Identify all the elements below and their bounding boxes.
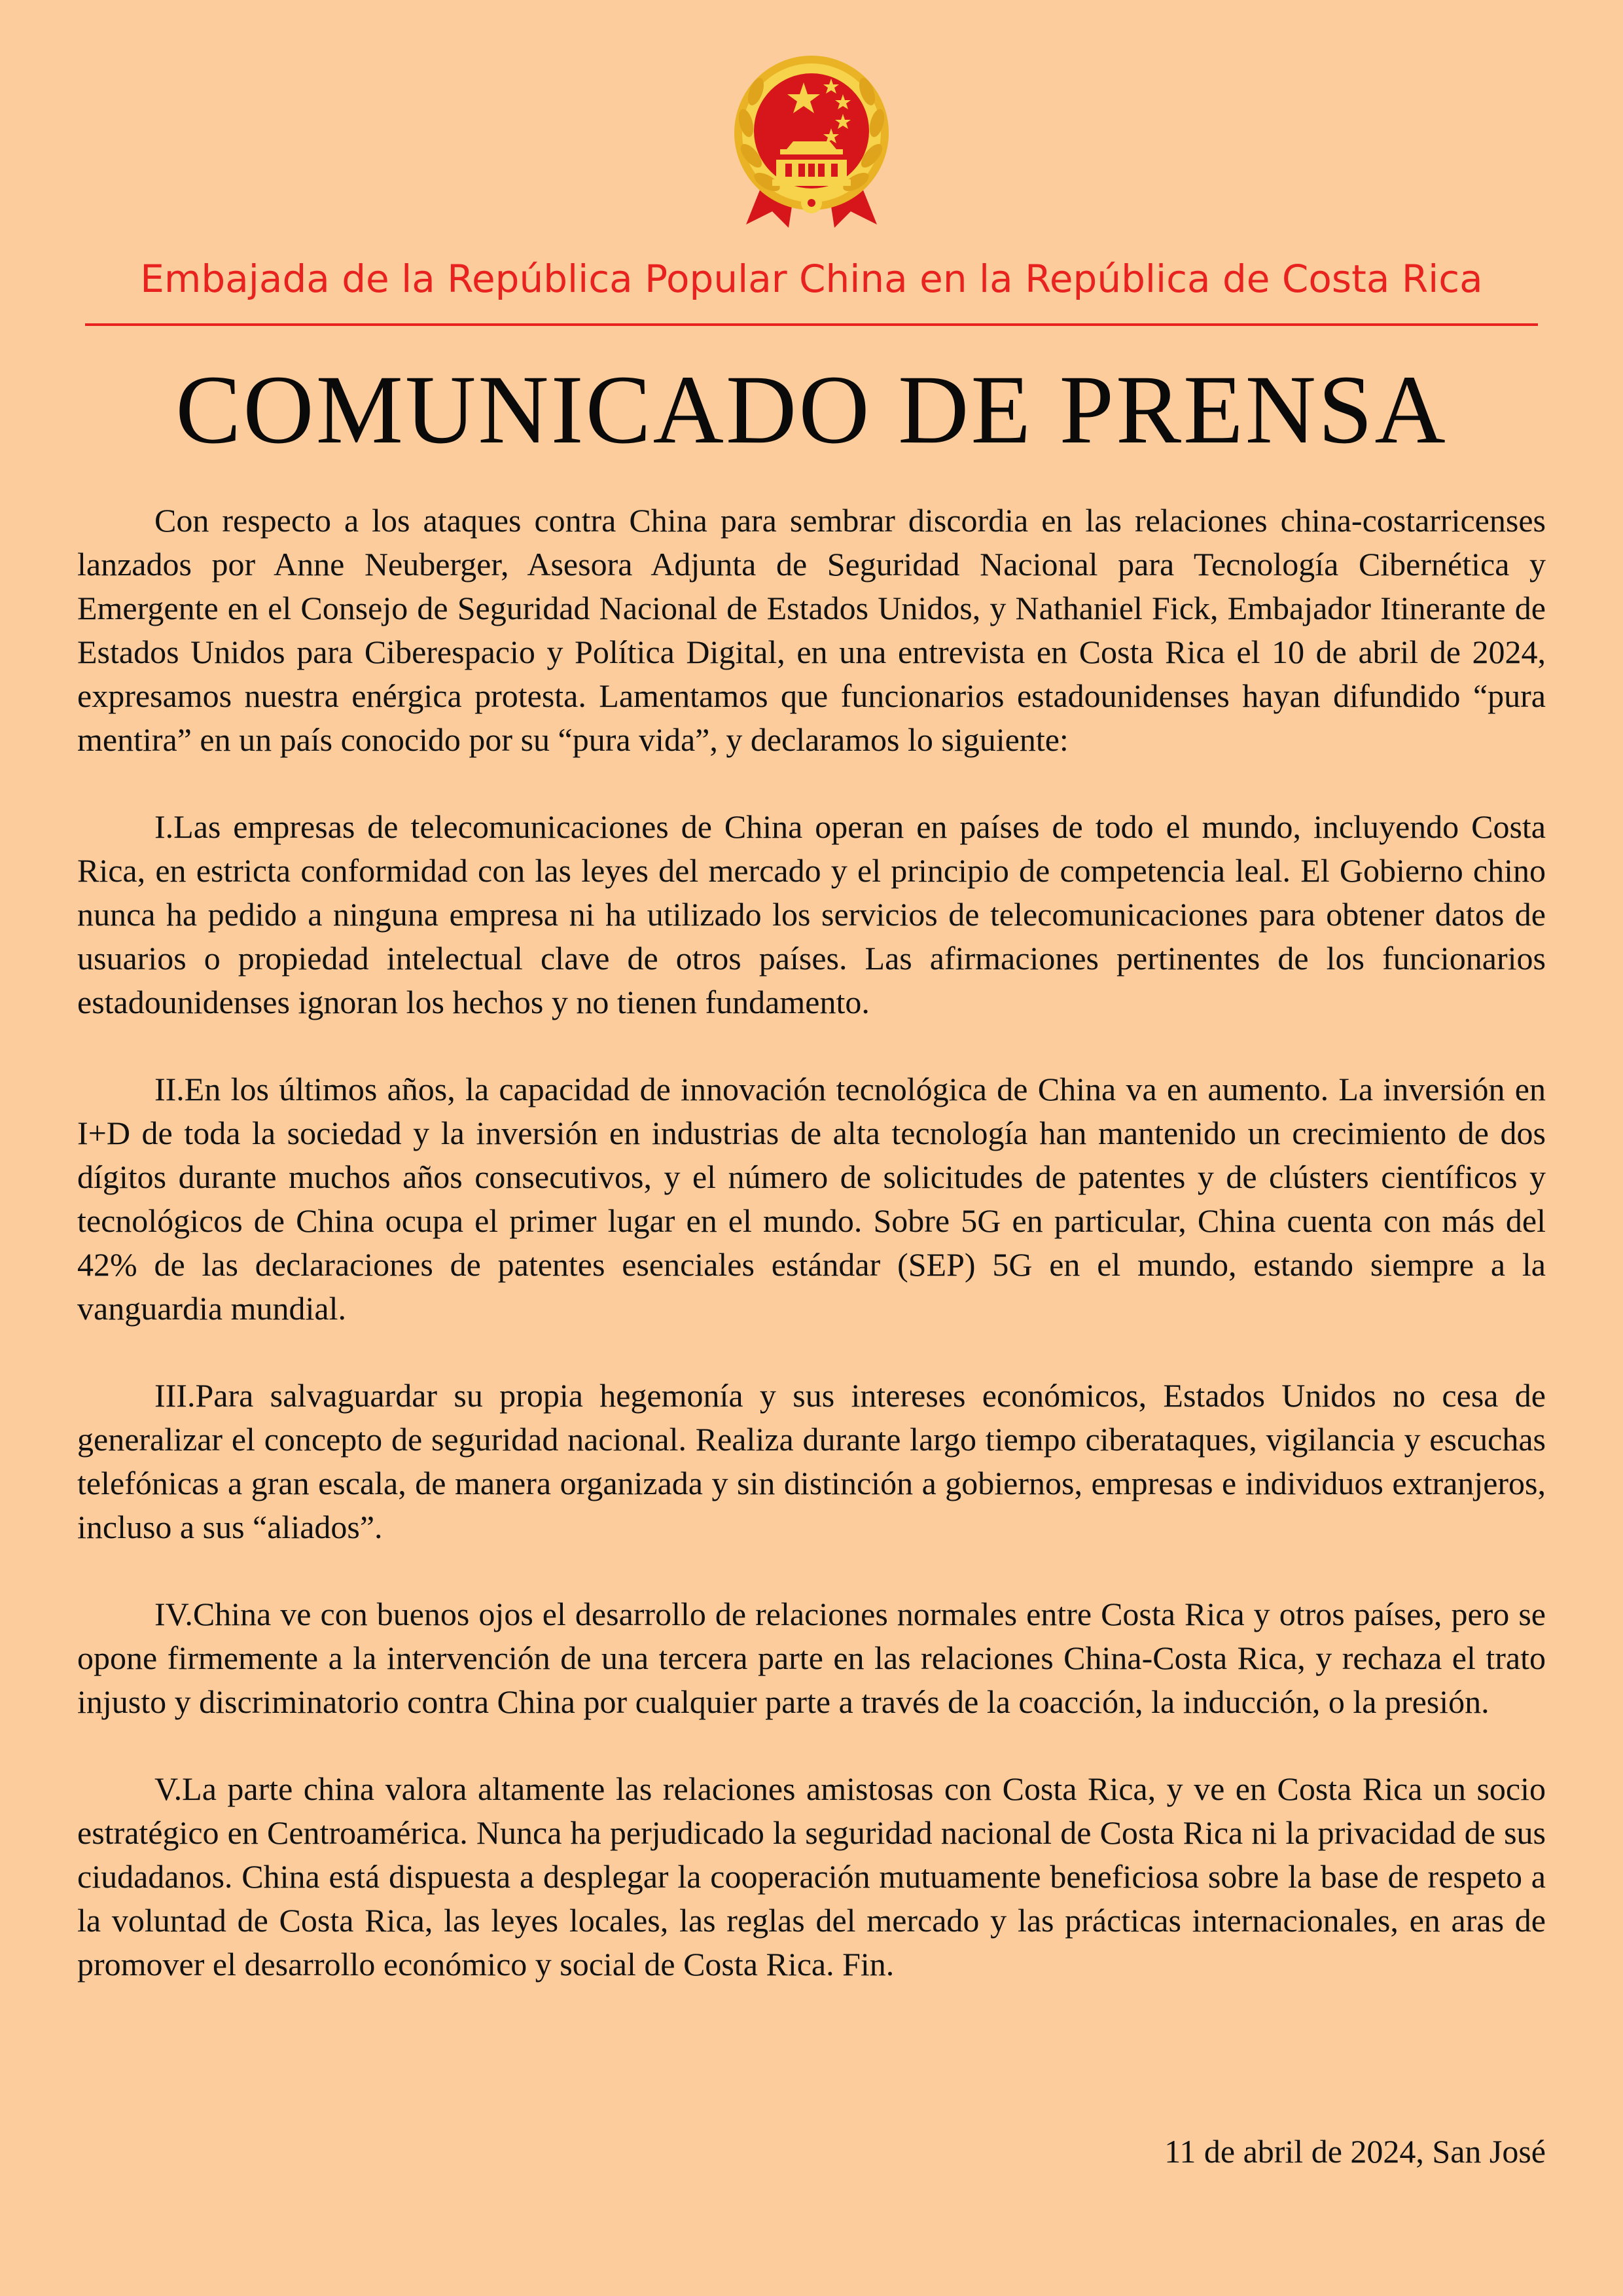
date-place-signature: 11 de abril de 2024, San José (1164, 2133, 1546, 2170)
paragraph-point-4: IV.China ve con buenos ojos el desarrollo de relaciones normales entre Costa Rica y otros países, pero se opone firmemente a la intervención de una tercera parte en las relaciones China-Costa Rica, y rechaza el trato injusto y discriminatorio contra China por cualquier parte a través de la coacción, la inducción, o la presión. (77, 1596, 1546, 1720)
statement-body (77, 499, 1546, 2030)
page-title: COMUNICADO DE PRENSA (175, 355, 1448, 464)
national-emblem-icon (726, 51, 897, 234)
paragraph-intro: Con respecto a los ataques contra China para sembrar discordia en las relaciones china-costarricenses lanzados por Anne Neuberger, Asesora Adjunta de Seguridad Nacional para Tecnología Cibernética y Emergente en el Consejo de Seguridad Nacional de Estados Unidos, y Nathaniel Fick, Embajador Itinerante de Estados Unidos para Ciberespacio y Política Digital, en una entrevista en Costa Rica el 10 de abril de 2024, expresamos nuestra enérgica protesta. Lamentamos que funcionarios estadounidenses hayan difundido “pura mentira” en un país conocido por su “pura vida”, y declaramos lo siguiente: (77, 502, 1546, 758)
paragraph-point-3: III.Para salvaguardar su propia hegemonía y sus intereses económicos, Estados Unidos no cesa de generalizar el concepto de seguridad nacional. Realiza durante largo tiempo ciberataques, vigilancia y escuchas telefónicas a gran escala, de manera organizada y sin distinción a gobiernos, empresas e individuos extranjeros, incluso a sus “aliados”. (77, 1377, 1546, 1545)
paragraph-point-2: II.En los últimos años, la capacidad de innovación tecnológica de China va en aumento. La inversión en I+D de toda la sociedad y la inversión en industrias de alta tecnología han mantenido un crecimiento de dos dígitos durante muchos años consecutivos, y el número de solicitudes de patentes y de clústers científicos y tecnológicos de China ocupa el primer lugar en el mundo. Sobre 5G en particular, China cuenta con más del 42% de las declaraciones de patentes esenciales estándar (SEP) 5G en el mundo, estando siempre a la vanguardia mundial. (77, 1071, 1546, 1327)
embassy-header: Embajada de la República Popular China en la República de Costa Rica (140, 257, 1483, 301)
paragraph-point-5: V.La parte china valora altamente las relaciones amistosas con Costa Rica, y ve en Costa Rica un socio estratégico en Centroamérica. Nunca ha perjudicado la seguridad nacional de Costa Rica ni la privacidad de sus ciudadanos. China está dispuesta a desplegar la cooperación mutuamente beneficiosa sobre la base de respeto a la voluntad de Costa Rica, las leyes locales, las reglas del mercado y las prácticas internacionales, en aras de promover el desarrollo económico y social de Costa Rica. Fin. (77, 1770, 1546, 1982)
paragraph-point-1: I.Las empresas de telecomunicaciones de China operan en países de todo el mundo, incluyendo Costa Rica, en estricta conformidad con las leyes del mercado y el principio de competencia leal. El Gobierno chino nunca ha pedido a ninguna empresa ni ha utilizado los servicios de telecomunicaciones para obtener datos de usuarios o propiedad intelectual clave de otros países. Las afirmaciones pertinentes de los funcionarios estadounidenses ignoran los hechos y no tienen fundamento. (77, 808, 1546, 1020)
header-divider (85, 323, 1538, 326)
